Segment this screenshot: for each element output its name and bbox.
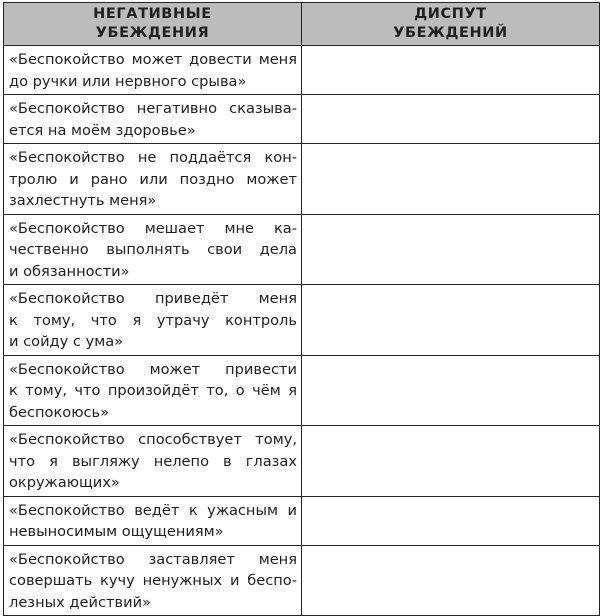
belief-line: окружающих»	[9, 474, 120, 491]
dispute-cell[interactable]	[302, 214, 600, 285]
beliefs-dispute-table	[3, 2, 600, 616]
table-row	[4, 144, 600, 215]
belief-line: «Беспокойство ведёт к ужасным и	[9, 501, 297, 519]
belief-line: «Беспокойство мешает мне ка-	[9, 219, 297, 237]
belief-line: беспокоюсь»	[9, 403, 110, 421]
header-line: УБЕЖДЕНИЯ	[95, 25, 210, 41]
belief-cell	[4, 355, 302, 426]
belief-cell	[4, 214, 302, 285]
belief-line: чественно выполнять свои дела	[9, 241, 297, 258]
belief-line: невыносимым ощущениям»	[9, 523, 224, 540]
belief-line: лезных действий»	[9, 593, 151, 611]
belief-cell	[4, 95, 302, 144]
header-belief-dispute	[302, 3, 600, 46]
belief-line: «Беспокойство способствует тому,	[9, 431, 297, 448]
belief-line: «Беспокойство заставляет меня	[9, 550, 297, 568]
belief-cell	[4, 426, 302, 497]
belief-line: до ручки или нервного срыва»	[9, 72, 247, 90]
header-line: ДИСПУТ	[414, 6, 487, 22]
dispute-cell[interactable]	[302, 355, 600, 426]
belief-cell	[4, 144, 302, 215]
belief-line: ется на моём здоровье»	[9, 121, 196, 139]
belief-line: «Беспокойство приведёт меня	[9, 290, 297, 307]
table-row	[4, 496, 600, 545]
belief-line: совершать кучу ненужных и беспо-	[9, 572, 297, 589]
table-row	[4, 95, 600, 144]
dispute-cell[interactable]	[302, 426, 600, 497]
header-line: УБЕЖДЕНИЙ	[393, 25, 508, 41]
belief-cell	[4, 496, 302, 545]
belief-line: захлестнуть меня»	[9, 192, 157, 209]
belief-line: и сойду с ума»	[9, 333, 124, 350]
table-row	[4, 46, 600, 95]
header-negative-beliefs	[4, 3, 302, 46]
table-row	[4, 355, 600, 426]
belief-cell	[4, 46, 302, 95]
belief-cell	[4, 545, 302, 616]
table-row	[4, 285, 600, 356]
belief-cell	[4, 285, 302, 356]
header-line: НЕГАТИВНЫЕ	[93, 6, 212, 22]
belief-line: и обязанности»	[9, 262, 130, 280]
belief-line: к тому, что я утрачу контроль	[9, 311, 297, 329]
table-row	[4, 214, 600, 285]
dispute-cell[interactable]	[302, 545, 600, 616]
table-header-row	[4, 3, 600, 46]
dispute-cell[interactable]	[302, 285, 600, 356]
table-row	[4, 426, 600, 497]
dispute-cell[interactable]	[302, 496, 600, 545]
table-row	[4, 545, 600, 616]
dispute-cell[interactable]	[302, 144, 600, 215]
dispute-cell[interactable]	[302, 46, 600, 95]
belief-line: тролю и рано или поздно может	[9, 170, 297, 188]
dispute-cell[interactable]	[302, 95, 600, 144]
belief-line: «Беспокойство не поддаётся кон-	[9, 149, 297, 166]
belief-line: к тому, что произойдёт то, о чём я	[9, 382, 297, 399]
belief-line: «Беспокойство может довести меня	[9, 51, 297, 68]
belief-line: «Беспокойство негативно сказыва-	[9, 100, 297, 117]
belief-line: «Беспокойство может привести	[9, 360, 297, 378]
belief-line: что я выгляжу нелепо в глазах	[9, 452, 297, 470]
